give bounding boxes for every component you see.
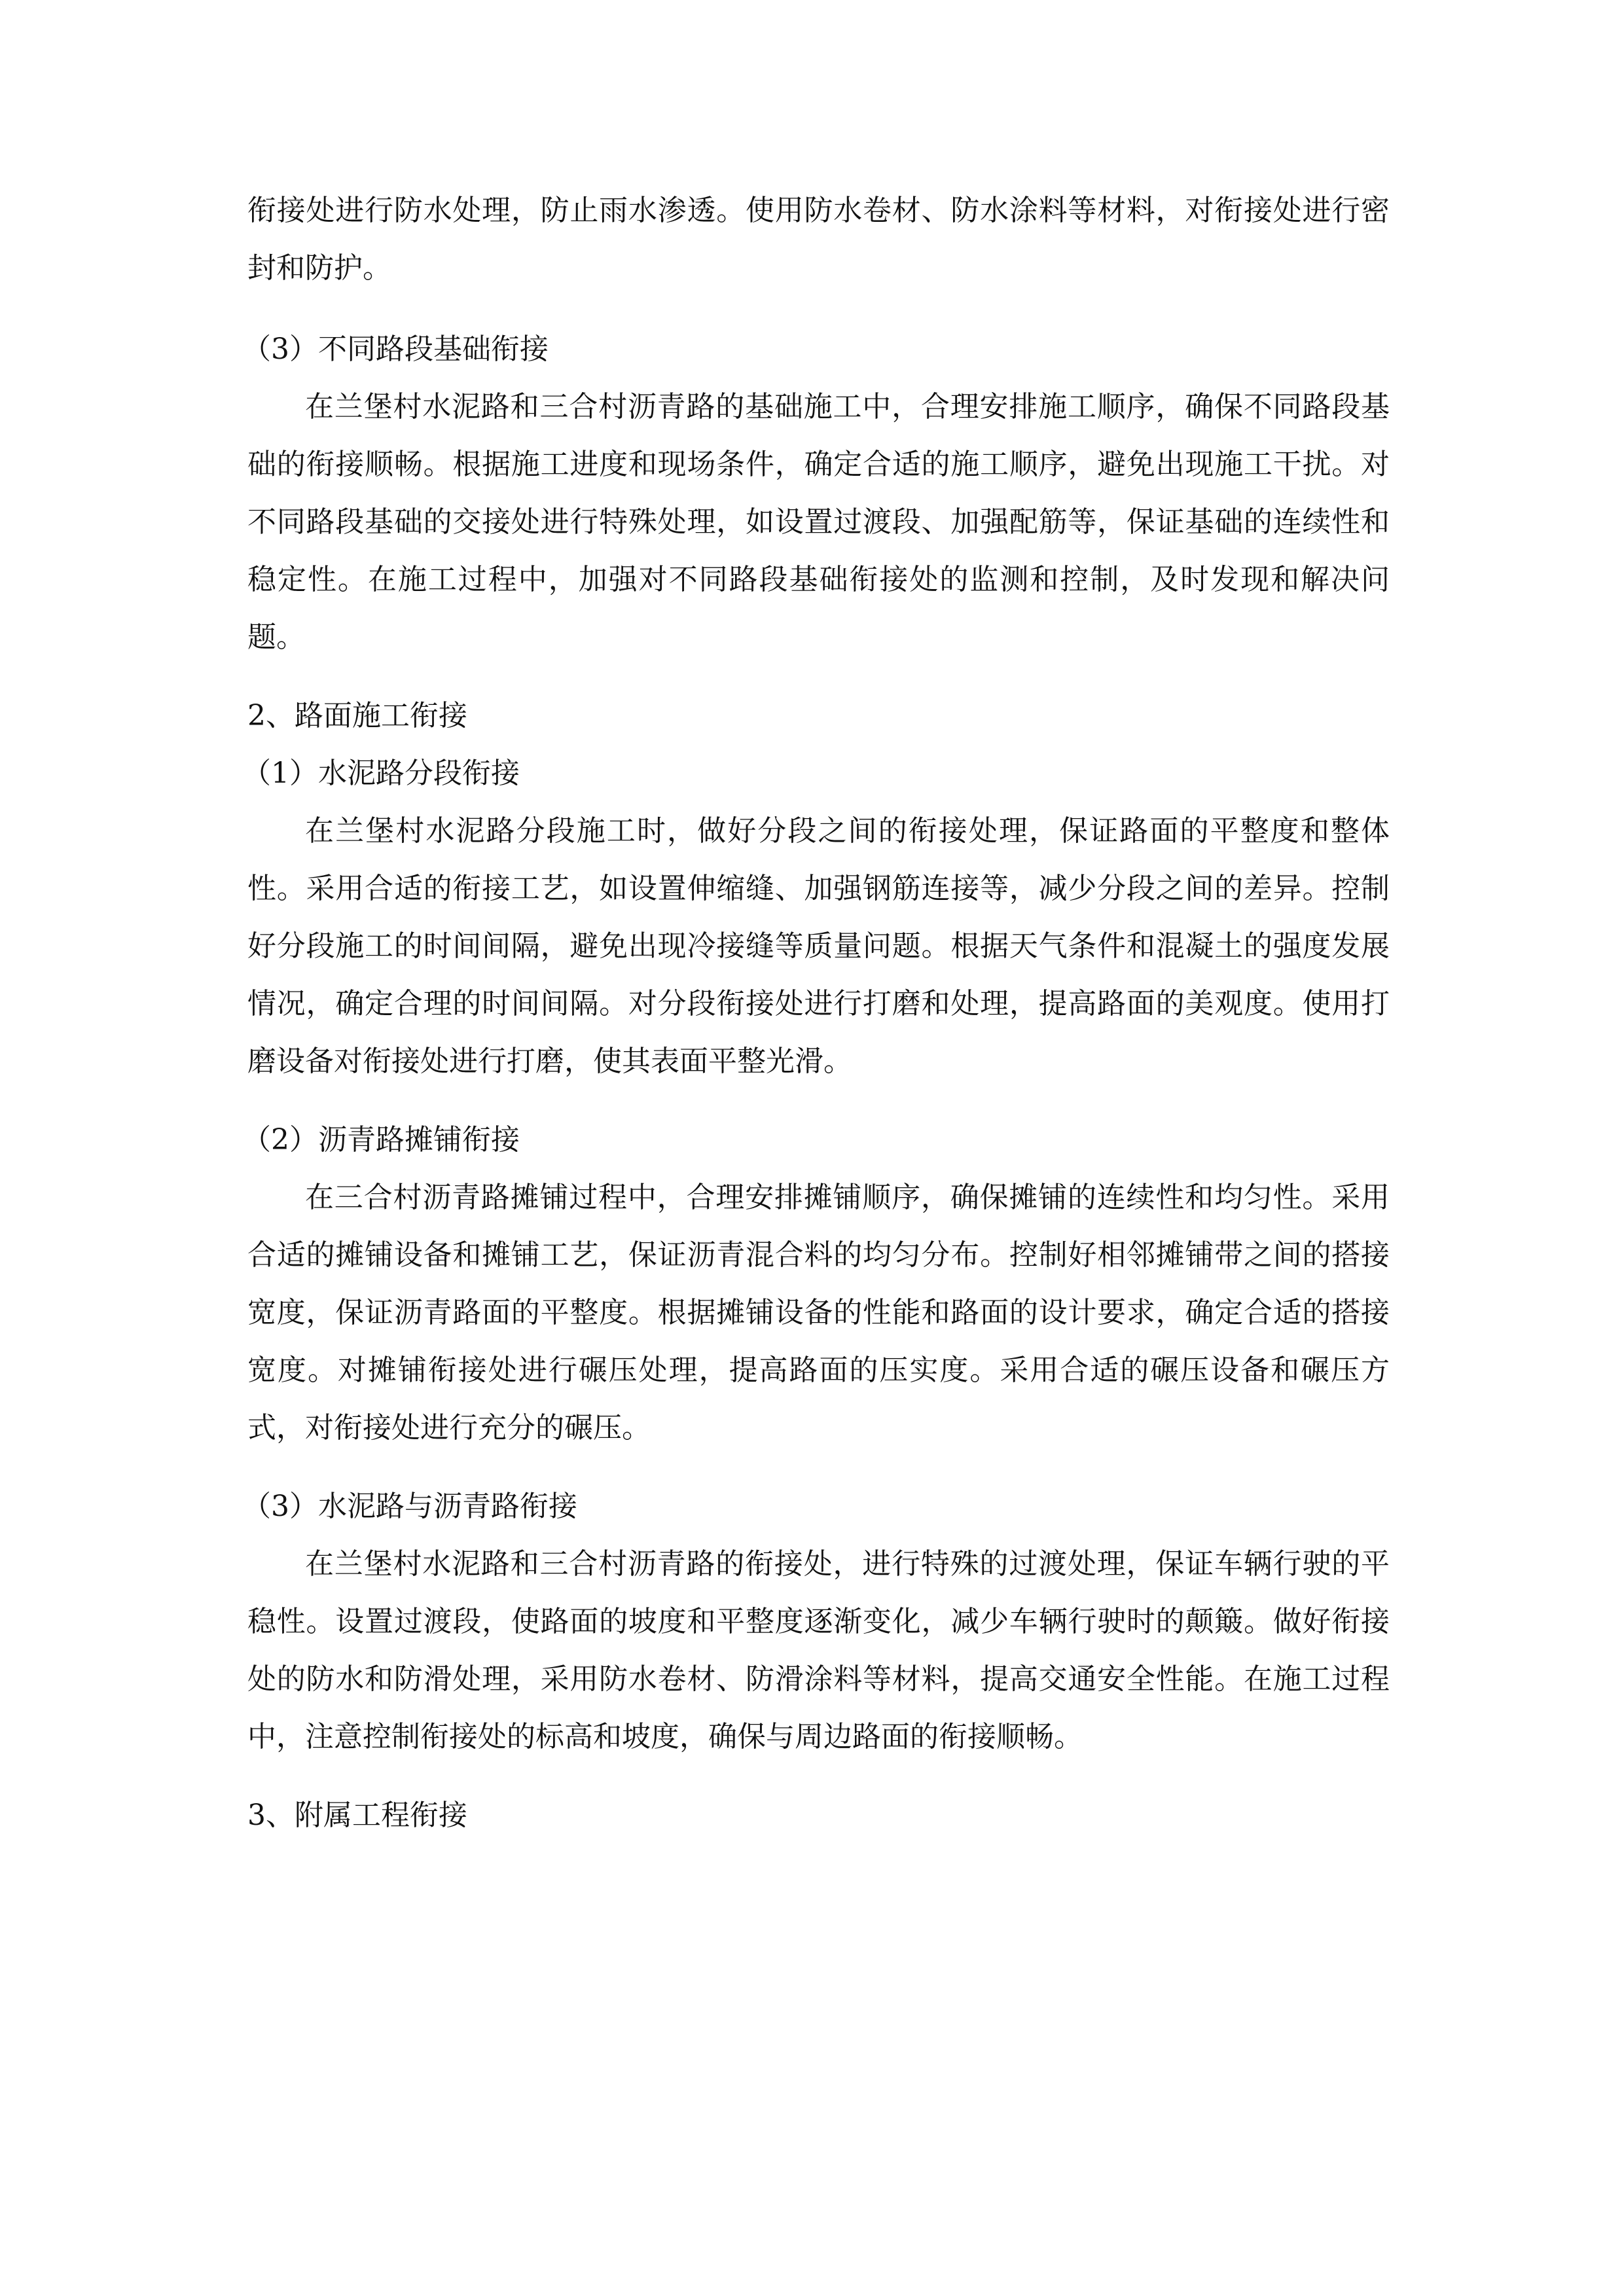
subheading-cement-asphalt-transition: （3）水泥路与沥青路衔接 [242, 1490, 577, 1523]
document-page [242, 182, 1390, 1844]
paragraph-foundation-junction: 在兰堡村水泥路和三合村沥青路的基础施工中，合理安排施工顺序，确保不同路段基础的衔接顺畅。根据施工进度和现场条件，确定合适的施工顺序，避免出现施工干扰。对不同路段基础的交接处进行特殊处理，如设置过渡段、加强配筋等，保证基础的连续性和稳定性。在施工过程中，加强对不同路段基础衔接处的监测和控制，及时发现和解决问题。 [247, 390, 1390, 654]
subheading-cement-segment: （1）水泥路分段衔接 [242, 757, 520, 790]
subheading-asphalt-paving: （2）沥青路摊铺衔接 [242, 1123, 520, 1157]
section-heading-ancillary: 3、附属工程衔接 [247, 1799, 467, 1832]
paragraph-asphalt-paving: 在三合村沥青路摊铺过程中，合理安排摊铺顺序，确保摊铺的连续性和均匀性。采用合适的摊铺设备和摊铺工艺，保证沥青混合料的均匀分布。控制好相邻摊铺带之间的搭接宽度，保证沥青路面的平整度。根据摊铺设备的性能和路面的设计要求，确定合适的搭接宽度。对摊铺衔接处进行碾压处理，提高路面的压实度。采用合适的碾压设备和碾压方式，对衔接处进行充分的碾压。 [247, 1181, 1390, 1444]
subheading-foundation-junction: （3）不同路段基础衔接 [242, 332, 549, 366]
section-heading-pavement: 2、路面施工衔接 [247, 699, 467, 732]
paragraph-cement-asphalt-transition: 在兰堡村水泥路和三合村沥青路的衔接处，进行特殊的过渡处理，保证车辆行驶的平稳性。设置过渡段，使路面的坡度和平整度逐渐变化，减少车辆行驶时的颠簸。做好衔接处的防水和防滑处理，采用防水卷材、防滑涂料等材料，提高交通安全性能。在施工过程中，注意控制衔接处的标高和坡度，确保与周边路面的衔接顺畅。 [247, 1547, 1390, 1753]
continuation-paragraph: 衔接处进行防水处理，防止雨水渗透。使用防水卷材、防水涂料等材料，对衔接处进行密封和防护。 [247, 194, 1390, 285]
paragraph-cement-segment: 在兰堡村水泥路分段施工时，做好分段之间的衔接处理，保证路面的平整度和整体性。采用合适的衔接工艺，如设置伸缩缝、加强钢筋连接等，减少分段之间的差异。控制好分段施工的时间间隔，避免出现冷接缝等质量问题。根据天气条件和混凝土的强度发展情况，确定合理的时间间隔。对分段衔接处进行打磨和处理，提高路面的美观度。使用打磨设备对衔接处进行打磨，使其表面平整光滑。 [247, 814, 1390, 1078]
